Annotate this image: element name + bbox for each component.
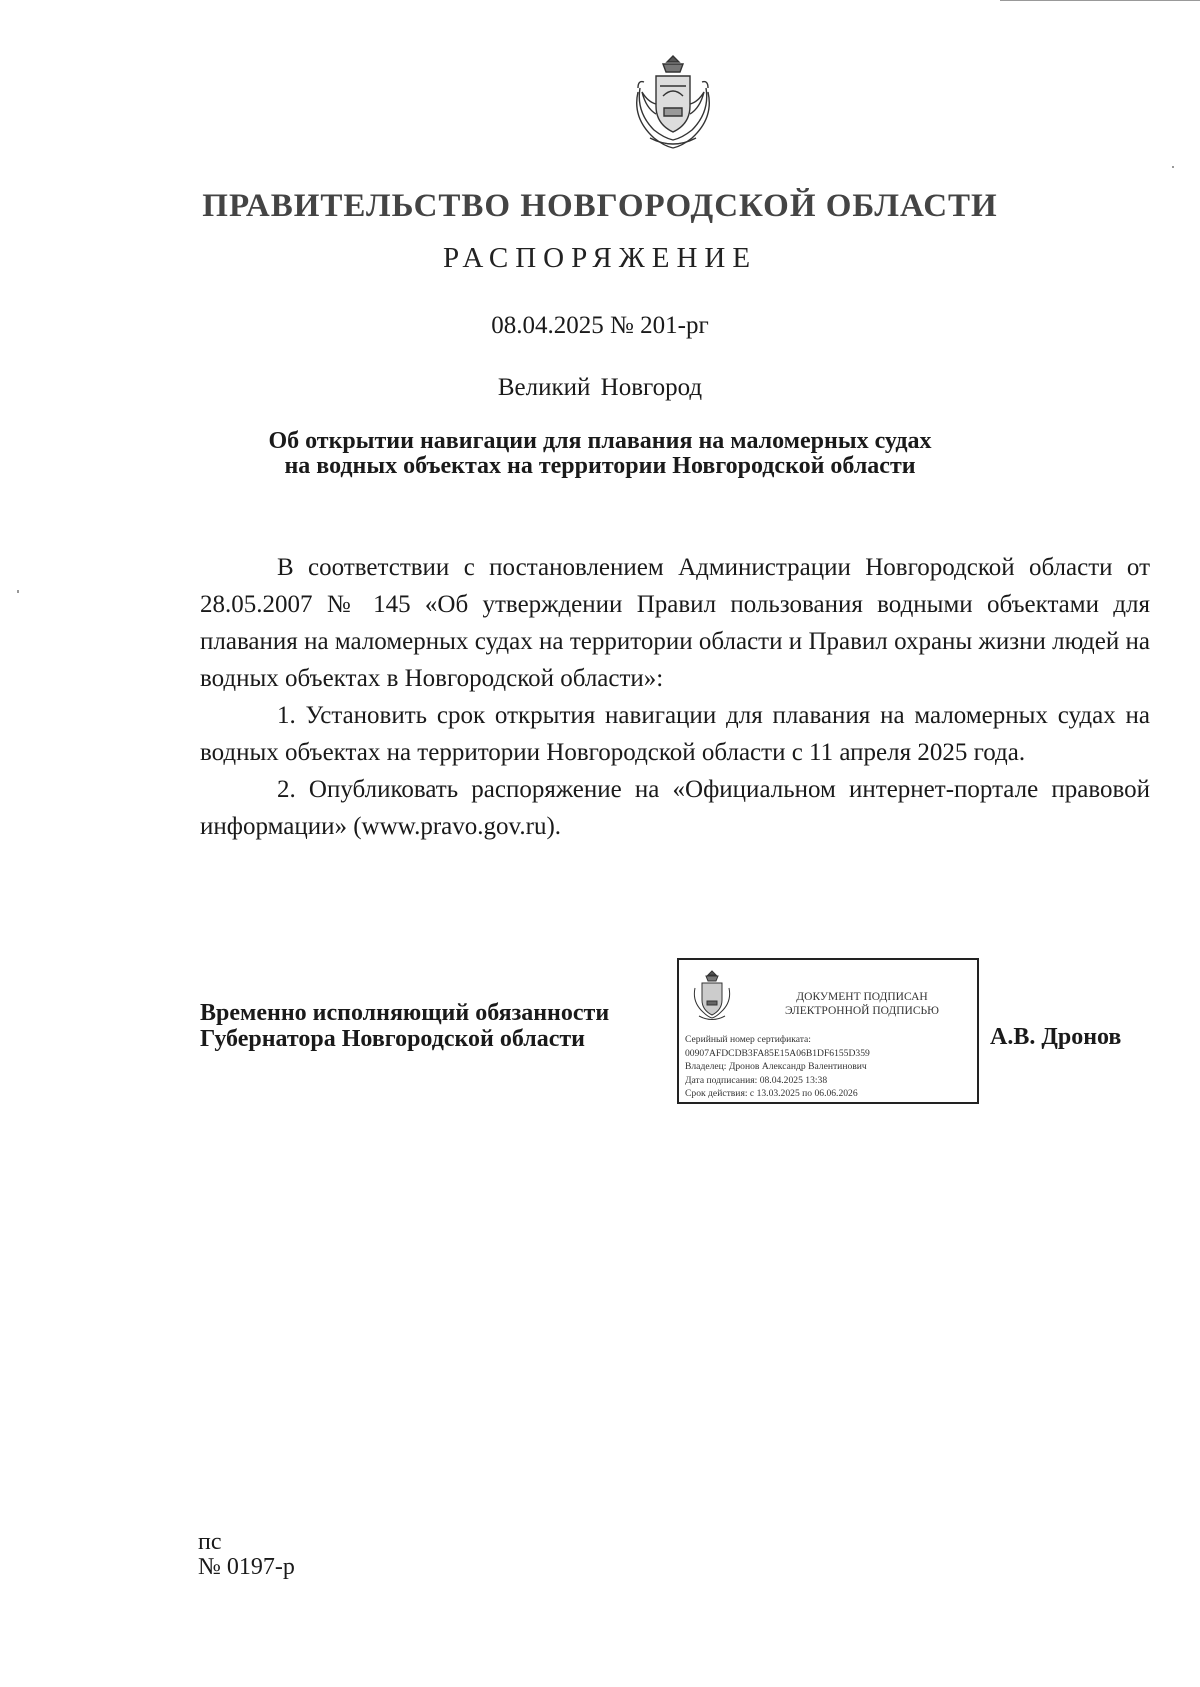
scan-artifact <box>1000 0 1200 1</box>
signer-position <box>200 1000 609 1052</box>
footer-registration <box>198 1530 295 1580</box>
stamp-owner: Владелец: Дронов Александр Валентинович <box>685 1061 867 1072</box>
footer-initials: пс <box>198 1529 222 1555</box>
signer-position-line-1: Временно исполняющий обязанности <box>200 1000 610 1026</box>
document-subject <box>0 429 1200 479</box>
signer-position-line-2: Губернатора Новгородской области <box>200 1026 586 1052</box>
stamp-title-line-1: ДОКУМЕНТ ПОДПИСАН <box>796 991 928 1003</box>
scan-artifact <box>1172 166 1174 168</box>
signer-name: А.В. Дронов <box>990 1024 1122 1050</box>
document-city: Великий Новгород <box>497 374 703 401</box>
stamp-validity: Срок действия: с 13.03.2025 по 06.06.2026 <box>685 1088 858 1099</box>
government-title: ПРАВИТЕЛЬСТВО НОВГОРОДСКОЙ ОБЛАСТИ <box>202 188 998 224</box>
document-date-number: 08.04.2025 № 201-рг <box>491 312 709 339</box>
electronic-signature-stamp <box>677 958 979 1104</box>
subject-line-2: на водных объектах на территории Новгородской области <box>284 453 916 479</box>
stamp-title-line-2: ЭЛЕКТРОННОЙ ПОДПИСЬЮ <box>785 1005 939 1017</box>
document-type: РАСПОРЯЖЕНИЕ <box>442 242 758 274</box>
subject-line-1: Об открытии навигации для плавания на маломерных судах <box>268 428 932 454</box>
stamp-details <box>685 1033 870 1101</box>
document-body <box>200 549 1150 845</box>
scan-artifact <box>17 590 19 593</box>
stamp-serial-label: Серийный номер сертификата: <box>685 1034 811 1045</box>
coat-of-arms-icon <box>689 968 735 1024</box>
preamble-paragraph: В соответствии с постановлением Администрации Новгородской области от 28.05.2007 № 145 «Об утверждении Правил пользования водными объектами для плавания на маломерных судах на территории области и Правил охраны жизни людей на водных объектах в Новгородской области»: <box>200 554 1150 692</box>
item-2-paragraph: 2. Опубликовать распоряжение на «Официальном интернет-портале правовой информации» (www.pravo.gov.ru). <box>200 776 1150 840</box>
stamp-serial: 00907AFDCDB3FA85E15A06B1DF6155D359 <box>685 1047 870 1059</box>
footer-number: № 0197-р <box>198 1554 295 1580</box>
item-1-paragraph: 1. Установить срок открытия навигации для плавания на маломерных судах на водных объектах на территории Новгородской области с 11 апреля 2025 года. <box>200 702 1150 766</box>
coat-of-arms-icon <box>630 52 716 152</box>
stamp-heading <box>749 990 975 1018</box>
stamp-signed-date: Дата подписания: 08.04.2025 13:38 <box>685 1074 828 1086</box>
